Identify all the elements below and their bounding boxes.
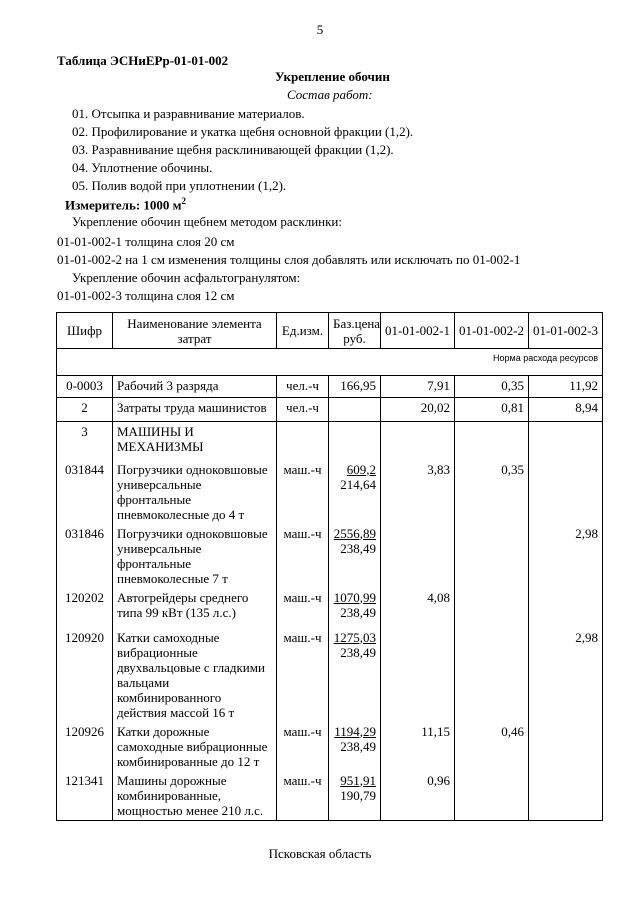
row-unit: маш.-ч <box>277 460 329 524</box>
row-price <box>329 422 381 460</box>
price-value: 2556,89 <box>333 525 376 541</box>
table-row <box>57 771 603 821</box>
row-value <box>455 524 529 588</box>
table-row <box>57 460 603 524</box>
table-row <box>57 588 603 628</box>
row-value: 20,02 <box>381 398 455 422</box>
work-item: 05. Полив водой при уплотнении (1,2). <box>72 178 287 193</box>
row-name: Машины дорожные комбинированные, мощностью менее 210 л.с. <box>113 771 277 821</box>
row-code: 031846 <box>57 524 113 588</box>
price-value: 609,2 <box>346 461 376 477</box>
row-code: 031844 <box>57 460 113 524</box>
price-value: 1070,99 <box>333 589 376 605</box>
row-value: 0,35 <box>455 460 529 524</box>
row-price <box>329 524 381 588</box>
column-header: Шифр <box>57 313 113 349</box>
row-unit: чел.-ч <box>277 398 329 422</box>
row-name: МАШИНЫ И МЕХАНИЗМЫ <box>113 422 277 460</box>
row-price <box>329 460 381 524</box>
variant-line: 01-01-002-1 толщина слоя 20 см <box>57 234 235 249</box>
price-secondary: 190,79 <box>340 787 376 803</box>
work-item: 04. Уплотнение обочины. <box>72 160 213 175</box>
row-name: Погрузчики одноковшовые универсальные фронтальные пневмоколесные до 4 т <box>113 460 277 524</box>
row-price <box>329 628 381 722</box>
row-price <box>329 376 381 398</box>
price-value: 951,91 <box>340 772 376 788</box>
row-value: 0,81 <box>455 398 529 422</box>
row-value <box>455 422 529 460</box>
price-secondary: 238,49 <box>340 604 376 620</box>
row-name: Автогрейдеры среднего типа 99 кВт (135 л.с.) <box>113 588 277 628</box>
column-header: 01-01-002-1 <box>381 313 455 349</box>
meter-label: Измеритель: 1000 $м^2$ <box>65 196 187 213</box>
price-value: 1275,03 <box>333 629 376 645</box>
column-header: Ед.изм. <box>277 313 329 349</box>
work-item: 01. Отсыпка и разравнивание материалов. <box>72 106 305 121</box>
row-unit: маш.-ч <box>277 722 329 771</box>
row-value <box>381 422 455 460</box>
row-unit <box>277 422 329 460</box>
work-item: 03. Разравнивание щебня расклинивающей фракции (1,2). <box>72 142 394 157</box>
row-price <box>329 722 381 771</box>
column-header: 01-01-002-2 <box>455 313 529 349</box>
variant-line: 01-01-002-3 толщина слоя 12 см <box>57 288 235 303</box>
row-value <box>381 628 455 722</box>
row-value <box>529 771 603 821</box>
row-code: 2 <box>57 398 113 422</box>
price-value: 1194,29 <box>334 723 376 739</box>
row-value <box>529 422 603 460</box>
footer-region: Псковская область <box>268 846 372 861</box>
row-price <box>329 398 381 422</box>
price-secondary: 238,49 <box>340 540 376 556</box>
resource-table <box>56 312 603 821</box>
row-name: Рабочий 3 разряда <box>113 376 277 398</box>
column-header: Наименование элемента затрат <box>113 313 277 349</box>
table-row <box>57 398 603 422</box>
row-code: 3 <box>57 422 113 460</box>
table-row <box>57 524 603 588</box>
row-code: 120202 <box>57 588 113 628</box>
section-heading: Укрепление обочин <box>275 69 390 84</box>
row-value <box>455 628 529 722</box>
row-value: 8,94 <box>529 398 603 422</box>
row-value: 11,15 <box>381 722 455 771</box>
row-value: 0,46 <box>455 722 529 771</box>
row-value: 7,91 <box>381 376 455 398</box>
work-item: 02. Профилирование и укатка щебня основной фракции (1,2). <box>72 124 414 139</box>
row-price <box>329 771 381 821</box>
table-row <box>57 422 603 460</box>
row-name: Катки самоходные вибрационные двухвальцовые с гладкими вальцами комбинированного действия массой 16 т <box>113 628 277 722</box>
variant-line: 01-01-002-2 на 1 см изменения толщины слоя добавлять или исключать по 01-002-1 <box>57 252 521 267</box>
row-code: 120926 <box>57 722 113 771</box>
table-row <box>57 628 603 722</box>
row-price <box>329 588 381 628</box>
row-name: Катки дорожные самоходные вибрационные комбинированные до 12 т <box>113 722 277 771</box>
group-label: Укрепление обочин асфальтогранулятом: <box>72 270 301 285</box>
column-header: Баз.цена руб. <box>329 313 381 349</box>
row-unit: чел.-ч <box>277 376 329 398</box>
row-value: 4,08 <box>381 588 455 628</box>
row-value <box>455 771 529 821</box>
group-label: Укрепление обочин щебнем методом расклинки: <box>72 214 342 229</box>
table-title: Таблица ЭСНиЕРр-01-01-002 <box>57 53 229 68</box>
composition-label: Состав работ: <box>287 87 373 102</box>
price-secondary: 214,64 <box>340 476 376 492</box>
row-value <box>455 588 529 628</box>
row-value: 0,96 <box>381 771 455 821</box>
row-code: 0-0003 <box>57 376 113 398</box>
row-value: 0,35 <box>455 376 529 398</box>
column-header: 01-01-002-3 <box>529 313 603 349</box>
norm-label: Норма расхода ресурсов <box>57 349 603 376</box>
row-name: Затраты труда машинистов <box>113 398 277 422</box>
row-value <box>381 524 455 588</box>
row-code: 120920 <box>57 628 113 722</box>
row-value: 3,83 <box>381 460 455 524</box>
row-name: Погрузчики одноковшовые универсальные фронтальные пневмоколесные 7 т <box>113 524 277 588</box>
price-secondary: 238,49 <box>340 738 376 754</box>
table-row <box>57 722 603 771</box>
row-value <box>529 588 603 628</box>
row-unit: маш.-ч <box>277 628 329 722</box>
price-secondary: 238,49 <box>340 644 376 660</box>
row-unit: маш.-ч <box>277 588 329 628</box>
row-unit: маш.-ч <box>277 524 329 588</box>
table-row <box>57 376 603 398</box>
row-value: 2,98 <box>529 628 603 722</box>
price-value: 166,95 <box>340 378 376 393</box>
page-number: 5 <box>316 22 324 37</box>
row-value: 11,92 <box>529 376 603 398</box>
row-unit: маш.-ч <box>277 771 329 821</box>
row-value <box>529 460 603 524</box>
row-code: 121341 <box>57 771 113 821</box>
row-value <box>529 722 603 771</box>
row-value: 2,98 <box>529 524 603 588</box>
